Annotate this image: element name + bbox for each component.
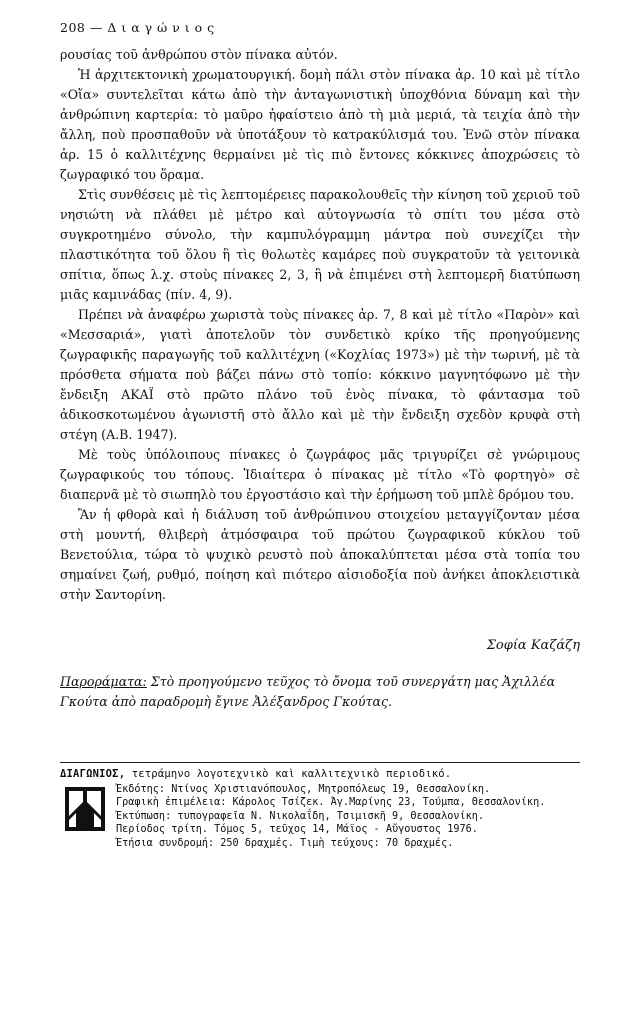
colophon-divider xyxy=(60,762,580,763)
paragraph-continuation: ρουσίας τοῦ ἀνθρώπου στὸν πίνακα αὐτόν. xyxy=(60,47,338,62)
errata-note xyxy=(60,672,580,712)
paragraph: Μὲ τοὺς ὑπόλοιπους πίνακες ὁ ζωγράφος μᾶς τριγυρίζει σὲ γνώριμους ζωγραφικούς του τόπους. Ἰδιαίτερα ὁ πίνακας μὲ τίτλο «Τὸ φορτηγὸ» σὲ διαπερνᾶ μὲ τὸ σιωπηλὸ του ἐργοστάσιο καὶ τὴν ἐρήμωση τοῦ μπλὲ δρόμου του. xyxy=(60,447,580,502)
errata-text: Στὸ προηγούμενο τεῦχος τὸ ὄνομα τοῦ συνεργάτη μας Ἀχιλλέα Γκούτα ἀπὸ παραδρομὴ ἔγινε Ἀλέξανδρος Γκούτας. xyxy=(60,674,556,709)
paragraph: Πρέπει νὰ ἀναφέρω χωριστὰ τοὺς πίνακες ἀρ. 7, 8 καὶ μὲ τίτλο «Παρὸν» καὶ «Μεσσαριά», γιατὶ ἀποτελοῦν τὸν συνδετικὸ κρίκο τῆς προηγούμενης ζωγραφικῆς παραγωγῆς τοῦ καλλιτέχνη («Κοχλίας 1973») μὲ τὴν τωρινή, μὲ τὰ πρόσθετα σήματα ποὺ βάζει πάνω στὸ τοπίο: κόκκινο μαγνητόφωνο μὲ τὴν ἔνδειξη ΑΚΑΪ στὸ πρῶτο πλάνο τοῦ ἑνὸς πίνακα, τὸ φάντασμα τοῦ ἀδικοσκοτωμένου ἀγωνιστῆ στὸ ἄλλο καὶ μὲ τὴν ἔνδειξη σχεδὸν κρυφὰ στὴ στέγη (Α.Β. 1947). xyxy=(60,307,580,442)
colophon-heading xyxy=(60,768,580,780)
colophon-printing: Ἐκτύπωση: τυπογραφεῖα Ν. Νικολαΐδη, Τσιμισκῆ 9, Θεσσαλονίκη. xyxy=(116,810,485,822)
colophon-title: ΔΙΑΓΩΝΙΟΣ, xyxy=(60,768,126,780)
paragraph: Ἡ ἀρχιτεκτονικὴ χρωματουργική. δομὴ πάλι στὸν πίνακα ἀρ. 10 καὶ μὲ τίτλο «Οἴα» συντελεῖται κάτω ἀπὸ τὴν ἀνταγωνιστικὴ ὑποχθόνια δύναμη καὶ τὴν ἀνθρώπινη καρτερία: τὸ μαῦρο ἡφαίστειο ἀπὸ τὴ μιὰ μεριά, τὰ τειχία ἀπὸ τὴν ἄλλη, ποὺ προσπαθοῦν νὰ ὑποτάξουν τὸ κατρακύλισμά του. Ἐνῶ στὸν πίνακα ἀρ. 15 ὁ καλλιτέχνης θερμαίνει μὲ τὶς πιὸ ἔντονες κόκκινες ἀποχρώσεις τὸ ζωγραφικό του ὅραμα. xyxy=(60,67,580,182)
page-number: 208 xyxy=(60,20,86,35)
paragraph: Ἂν ἡ φθορὰ καὶ ἡ διάλυση τοῦ ἀνθρώπινου στοιχείου μεταγγίζονταν μέσα στὴ μουντή, θλιβερὴ ἀτμόσφαιρα τοῦ πρώτου ζωγραφικοῦ κύκλου τοῦ Βενετούλια, τώρα τὸ ψυχικὸ ρευστὸ ποὺ ἀποκαλύπτεται μέσα στὰ τοπία του σημαίνει ζωή, ρυθμό, ποίηση καὶ πιότερο αἰσιοδοξία ποὺ ἀνήκει ἀποκλειστικὰ στὴν Σαντορίνη. xyxy=(60,507,580,602)
journal-logo-icon xyxy=(64,786,106,832)
running-header xyxy=(60,20,215,35)
colophon-publisher: Ἐκδότης: Ντίνος Χριστιανόπουλος, Μητροπόλεως 19, Θεσσαλονίκη. xyxy=(116,784,491,795)
author-signature: Σοφία Καζάζη xyxy=(486,638,580,653)
journal-name: Δ ι α γ ώ ν ι ο ς xyxy=(107,20,215,35)
errata-label: Παροράματα: xyxy=(60,674,147,689)
colophon-issue: Περίοδος τρίτη. Τόμος 5, τεῦχος 14, Μάϊος - Αὔγουστος 1976. xyxy=(116,824,478,836)
colophon-details xyxy=(116,783,586,850)
colophon-design: Γραφικὴ ἐπιμέλεια: Κάρολος Τσίζεκ. Ἀγ.Μαρίνης 23, Τούμπα, Θεσσαλονίκη. xyxy=(116,797,546,809)
article-body xyxy=(60,45,580,605)
colophon-subscription: Ἐτήσια συνδρομή: 250 δραχμές. Τιμὴ τεύχους: 70 δραχμές. xyxy=(116,837,454,849)
colophon-subtitle: τετράμηνο λογοτεχνικὸ καὶ καλλιτεχνικὸ περιοδικό. xyxy=(125,768,452,780)
paragraph: Στὶς συνθέσεις μὲ τὶς λεπτομέρειες παρακολουθεῖς τὴν κίνηση τοῦ χεριοῦ τοῦ νησιώτη νὰ πλάθει μὲ μέτρο καὶ αὐτογνωσία τὸ σπίτι του μέσα στὸ συγκροτημένο σύνολο, τὴν καμπυλόγραμμη μάντρα ποὺ συνεχίζει τὴν πλαστικότητα τοῦ ὅλου ἢ τὶς θολωτὲς καμάρες ποὺ συγκρατοῦν τὰ γειτονικὰ σπίτια, ὅπως λ.χ. στοὺς πίνακες 2, 3, ἢ νὰ ἐπιμένει στὴ λεπτομερῆ διατύπωση μιᾶς καμινάδας (πίν. 4, 9). xyxy=(60,187,580,302)
header-separator: — xyxy=(89,20,103,35)
